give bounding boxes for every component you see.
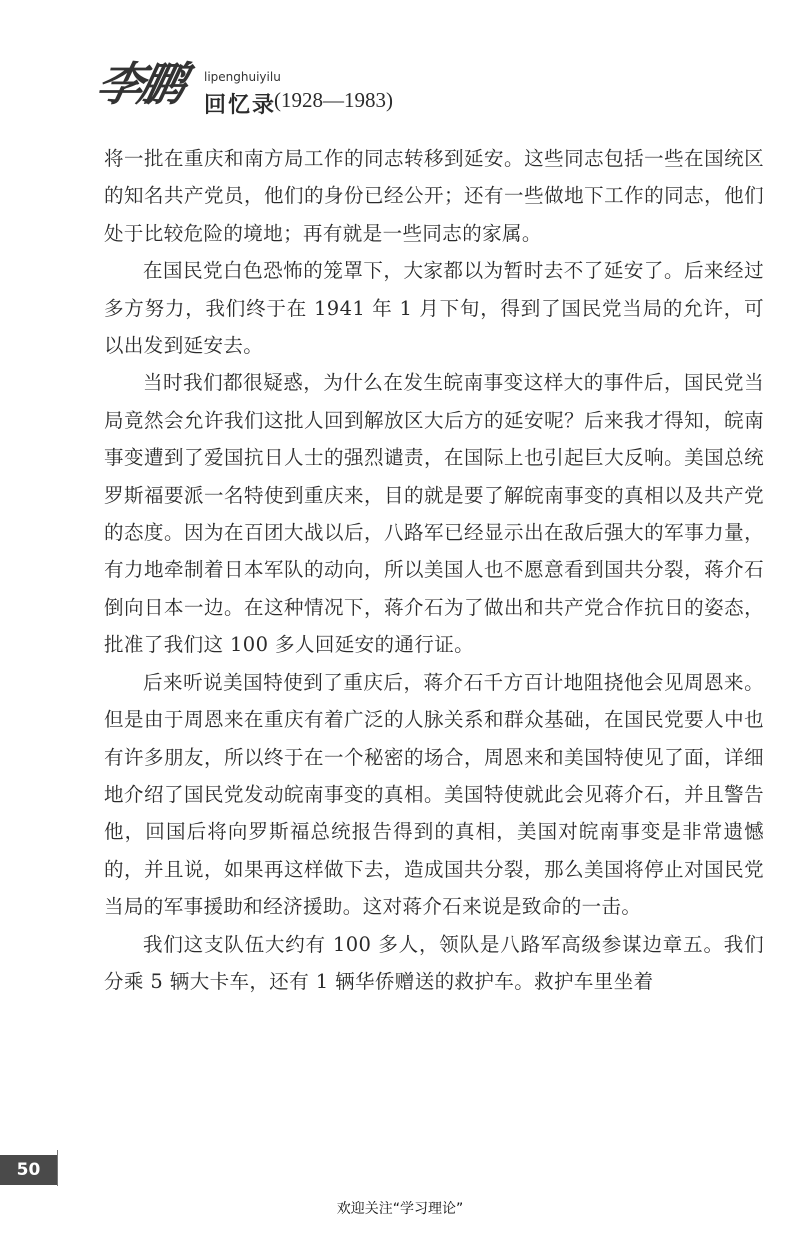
header-pinyin: lipenghuiyilu [204, 70, 281, 84]
paragraph: 我们这支队伍大约有 100 多人，领队是八路军高级参谋边章五。我们分乘 5 辆大卡车，还有 1 辆华侨赠送的救护车。救护车里坐着 [104, 932, 764, 993]
paragraph: 当时我们都很疑惑，为什么在发生皖南事变这样大的事件后，国民党当局竟然会允许我们这批人回到解放区大后方的延安呢？后来我才得知，皖南事变遭到了爱国抗日人士的强烈谴责，在国际上也引起巨大反响。美国总统罗斯福要派一名特使到重庆来，目的就是要了解皖南事变的真相以及共产党的态度。因为在百团大战以后，八路军已经显示出在敌后强大的军事力量，有力地牵制着日本军队的动向，所以美国人也不愿意看到国共分裂，蒋介石倒向日本一边。在这种情况下，蒋介石为了做出和共产党合作抗日的姿态，批准了我们这 100 多人回延安的通行证。 [104, 371, 764, 657]
page-body [104, 140, 764, 1000]
calligraphy-logo: 李鹏 [91, 57, 188, 111]
book-title: 回忆录 [204, 93, 277, 118]
book-years: (1928—1983) [274, 88, 393, 112]
page-number: 50 [0, 1155, 57, 1185]
paragraph: 后来听说美国特使到了重庆后，蒋介石千方百计地阻挠他会见周恩来。但是由于周恩来在重庆有着广泛的人脉关系和群众基础，在国民党要人中也有许多朋友，所以终于在一个秘密的场合，周恩来和美国特使见了面，详细地介绍了国民党发动皖南事变的真相。美国特使就此会见蒋介石，并且警告他，回国后将向罗斯福总统报告得到的真相，美国对皖南事变是非常遗憾的，并且说，如果再这样做下去，造成国共分裂，那么美国将停止对国民党当局的军事援助和经济援助。这对蒋介石来说是致命的一击。 [104, 670, 764, 919]
paragraph: 在国民党白色恐怖的笼罩下，大家都以为暂时去不了延安了。后来经过多方努力，我们终于在 1941 年 1 月下旬，得到了国民党当局的允许，可以出发到延安去。 [104, 259, 764, 358]
paragraph: 将一批在重庆和南方局工作的同志转移到延安。这些同志包括一些在国统区的知名共产党员，他们的身份已经公开；还有一些做地下工作的同志，他们处于比较危险的境地；再有就是一些同志的家属。 [104, 147, 764, 245]
footer-caption: 欢迎关注“学习理论” [336, 1201, 464, 1217]
running-header [91, 38, 698, 128]
page-number-divider [57, 1150, 58, 1186]
